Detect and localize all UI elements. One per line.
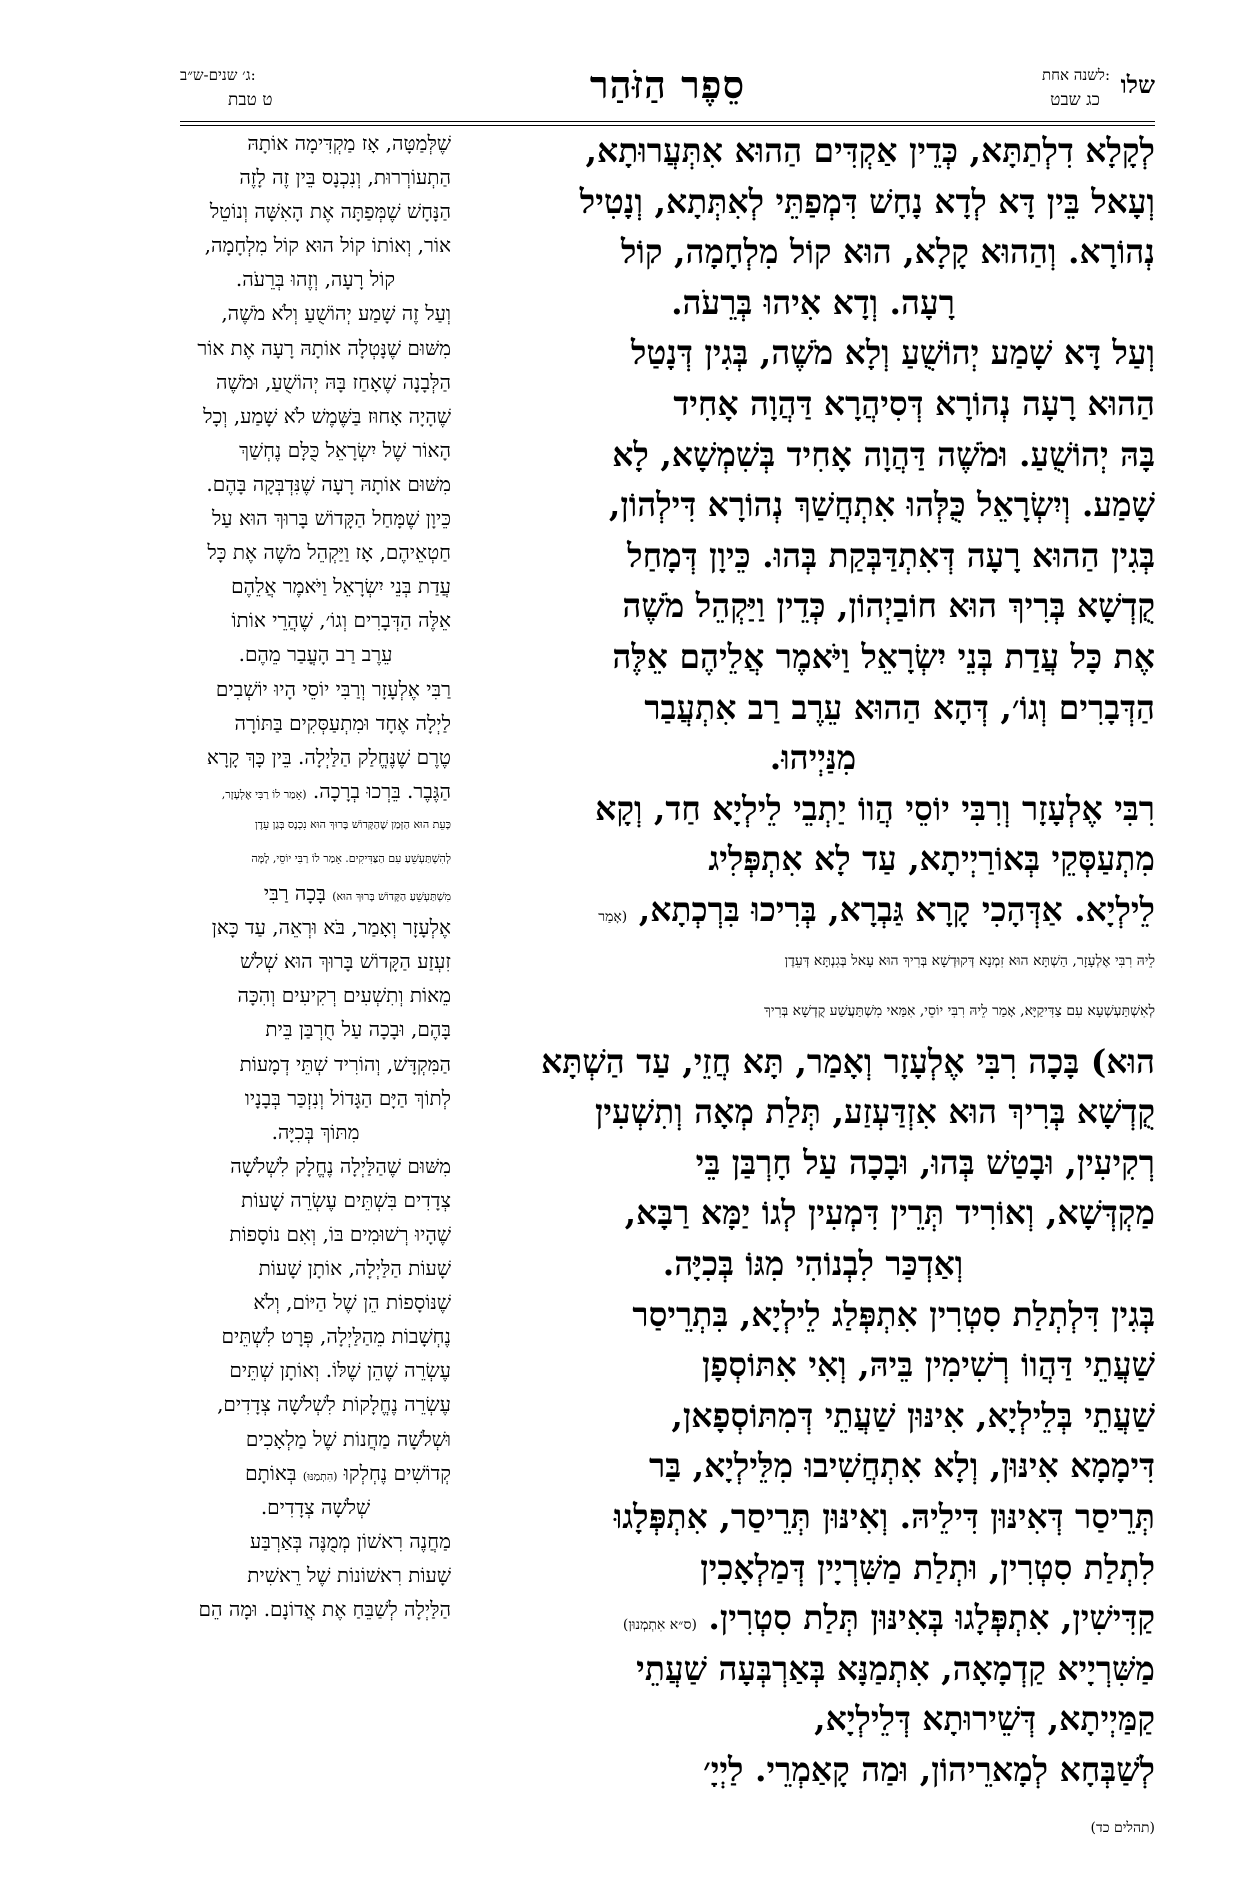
hebrew-line: מִשּׁוּם שֶׁנָּטְלָה אוֹתָהּ רָעָה אֶת אוֹר	[197, 335, 451, 360]
aramaic-line: רִבִּי אֶלְעָזָר וְרִבִּי יוֹסֵי הֲווֹ יַתְבֵי לֵילְיָא חַד, וְקָא	[595, 788, 1155, 828]
hebrew-line: טֶרֶם שֶׁנֶּחֱלַק הַלַּיְלָה. בֵּין כָּךְ קָרָא	[206, 744, 451, 769]
hebrew-line: שֶׁנּוֹסָפוֹת הֵן שֶׁל הַיּוֹם, וְלֹא	[253, 1290, 451, 1315]
aramaic-line: לִתְלַת סִטְרִין, וּתְלַת מַשִּׁרְיָין דְּמַלְאָכִין	[700, 1547, 1155, 1587]
aramaic-line: קַמַּיְיתָא, דְּשֵׁירוּתָא דְּלֵילְיָא,	[814, 1699, 1155, 1739]
hebrew-text: בְּאוֹתָם	[245, 1460, 297, 1485]
hebrew-line: אוֹר, וְאוֹתוֹ קוֹל הוּא קוֹל מִלְחָמָה,	[204, 233, 451, 258]
hebrew-line: שְׁלֹשָׁה צְדָדִים.	[260, 1494, 371, 1519]
alt-schedule-date: ט טבת	[228, 90, 273, 110]
aramaic-line: לְקָלָא דִלְתַתָּא, כְּדֵין אַקְדִּים הַהוּא אִתְּעֲרוּתָא,	[585, 131, 1155, 170]
hebrew-line: הָאוֹר שֶׁל יִשְׂרָאֵל כֻּלָּם נֶחְשַׁךְ	[239, 437, 451, 462]
hebrew-line: מִשּׁוּם שֶׁהַלַּיְלָה נֶחֱלָק לִשְׁלֹשָׁה	[230, 1153, 451, 1178]
aramaic-line: תְּרֵיסַר דְּאִינּוּן דִּילֵיהּ. וְאִינּוּן תְּרֵיסַר, אִתְפְּלָגוּ	[613, 1497, 1155, 1537]
hebrew-line: וְעַל זֶה שָׁמַע יְהוֹשֻׁעַ וְלֹא מֹשֶׁה,	[221, 301, 451, 326]
aramaic-line: בְּגִין דִּלְתְלַת סִטְרִין אִתְפְּלַג לֵילְיָא, בִּתְרֵיסַר	[632, 1294, 1155, 1334]
aramaic-line: מִתְעַסְּקֵי בְּאוֹרַיְיתָא, עַד לָא אִתְפְּלִיג	[708, 839, 1155, 879]
aramaic-line: שָׁמַע. וְיִשְׂרָאֵל כֻּלְּהוּ אִתְחֲשַׁךְ נְהוֹרָא דִּילְהוֹן,	[608, 485, 1155, 525]
hebrew-line: שֶׁהָיָה אָחוּז בַּשֶּׁמֶשׁ לֹא שָׁמַע, וְכָל	[203, 403, 451, 428]
hebrew-line: זִעְזַע הַקָּדוֹשׁ בָּרוּךְ הוּא שְׁלֹשׁ	[239, 949, 451, 974]
aramaic-line: לְשַׁבְּחָא לְמָארֵיהוֹן, וּמַה קָאַמְרֵי. לַיְיָ׳	[703, 1750, 1155, 1789]
hebrew-note-line: כָּעֵת הוּא הַזְּמַן שֶׁהַקָּדוֹשׁ בָּרוּךְ הוּא נִכְנָס בְּגַן עֵדֶן	[254, 817, 451, 831]
hebrew-line: מַחֲנֶה רִאשׁוֹן מְמֻנֶּה בְּאַרְבַּע	[249, 1528, 451, 1553]
aramaic-text: לֵילְיָא. אַדְּהָכִי קָרָא גַּבְרָא, בְּרִיכוּ בִּרְכְתָא,	[638, 889, 1155, 929]
bracket-note: (הִתְמַנּוּ)	[302, 1469, 338, 1483]
hebrew-line: עֵרֶב רַב הָעֳבַר מֵהֶם.	[238, 642, 393, 667]
hebrew-line: אֵלֶּה הַדְּבָרִים וְגוֹ׳, שֶׁהֲרֵי אוֹתוֹ	[231, 608, 451, 633]
aramaic-line: וְעַל דָּא שָׁמַע יְהוֹשֻׁעַ וְלָא מֹשֶׁה, בְּגִין דְּנָטַל	[630, 333, 1155, 373]
hebrew-text: קְדוֹשִׁים נֶחְלְקוּ	[343, 1460, 451, 1485]
hebrew-line: שֶׁהָיוּ רְשׁוּמִים בּוֹ, וְאִם נוֹסָפוֹת	[229, 1222, 451, 1246]
study-schedule-label: לשנה אחת:	[1042, 66, 1110, 84]
study-schedule-date: כג שבט	[1050, 90, 1100, 110]
hebrew-line: קוֹל רָעָה, וְזֶהוּ בְּרֵעֹה.	[235, 267, 396, 292]
hebrew-line: אֶלְעָזָר וְאָמַר, בֹּא וּרְאֵה, עַד כָּאן	[211, 915, 451, 940]
bracket-note: (ס״א אִתְמְנוּן)	[622, 1617, 697, 1634]
aramaic-line: דִּימָמָא אִינּוּן, וְלָא אִתְחֲשִׁיבוּ מִלֵּילְיָא, בַּר	[648, 1446, 1155, 1486]
hebrew-line: הַלַּיְלָה לְשַׁבֵּחַ אֶת אֲדוֹנָם. וּמָה הֵם	[198, 1597, 451, 1622]
alt-schedule-label: ג׳ שנים-ש״ב:	[180, 66, 256, 84]
hebrew-line: חַטְאֵיהֶם, אָז וַיַּקְהֵל מֹשֶׁה אֶת כָּל	[207, 540, 451, 565]
aramaic-line: וְעָאל בֵּין דָּא לְדָא נָחָשׁ דִּמְפַתֵּי לְאִתְּתָא, וְנָטִיל	[579, 181, 1155, 221]
hebrew-line	[180, 774, 451, 808]
hebrew-line: שֶׁלְּמַטָּה, אָז מַקְדִּימָה אוֹתָהּ	[247, 131, 451, 155]
aramaic-line: רְקִיעִין, וּבָטַשׁ בְּהוּ, וּבָכָה עַל חָרְבַּן בֵּי	[695, 1142, 1155, 1182]
hebrew-line: עֶשְׂרֵה נֶחֱלָקוֹת לִשְׁלֹשָׁה צְדָדִים,	[217, 1392, 451, 1417]
hebrew-text: הַגֶּבֶר. בֵּרְכוּ בְרָכָה.	[312, 778, 451, 803]
aramaic-line: הַדְּבָרִים וְגוֹ׳, דְּהָא הַהוּא עֵרֶב רַב אִתְעֲבַר	[644, 687, 1155, 727]
aramaic-line: נְהוֹרָא. וְהַהוּא קָלָא, הוּא קוֹל מִלְחָמָה, קוֹל	[620, 232, 1155, 272]
hebrew-line	[180, 876, 451, 910]
hebrew-line: כֵּיוָן שֶׁמָּחַל הַקָּדוֹשׁ בָּרוּךְ הוּא עַל	[211, 506, 451, 531]
aramaic-text-column	[471, 126, 1155, 1861]
hebrew-line: הַלְּבָנָה שֶׁאָחַז בָּהּ יְהוֹשֻׁעַ, וּמֹשֶׁה	[216, 369, 451, 394]
hebrew-translation-column	[180, 126, 451, 1861]
hebrew-line: בָּהֶם, וּבָכָה עַל חֻרְבַּן בֵּית	[265, 1017, 451, 1042]
aramaic-line: וְאַדְכַּר לִבְנוֹהִי מִגּוֹ בְּכִיָּה.	[662, 1244, 964, 1284]
aramaic-note-line: לְאִשְׁתַּעְשְׁעָא עִם צַדִּיקַיָּא, אָמַר לֵיהּ רִבִּי יוֹסֵי, אִמַּאי מִשְׁתַּעֲשַׁע קֻדְשָׁא בְּרִיךְ	[764, 1003, 1155, 1020]
aramaic-line: קֻדְשָׁא בְּרִיךְ הוּא חוֹבַיְהוֹן, כְּדֵין וַיַּקְהֵל מֹשֶׁה	[622, 586, 1155, 626]
aramaic-line: רָעָה. וְדָא אִיהוּ בְּרֵעֹה.	[671, 282, 955, 322]
aramaic-line	[471, 1796, 1155, 1847]
hebrew-line: הַמִּקְדָּשׁ, וְהוֹרִיד שְׁתֵּי דְמָעוֹת	[239, 1051, 451, 1076]
hebrew-line: שָׁעוֹת הַלַּיְלָה, אוֹתָן שָׁעוֹת	[258, 1256, 451, 1281]
bracket-note: (תהלים כד)	[1090, 1819, 1155, 1836]
page-header	[180, 62, 1155, 120]
aramaic-line: הוּא) בָּכָה רִבִּי אֶלְעָזָר וְאָמַר, תָּא חֲזֵי, עַד הַשְׁתָּא	[541, 1041, 1155, 1081]
hebrew-line: רַבִּי אֶלְעָזָר וְרַבִּי יוֹסֵי הָיוּ יוֹשְׁבִים	[215, 676, 451, 701]
hebrew-line: מִשּׁוּם אוֹתָהּ רָעָה שֶׁנִּדְבְּקָה בָּהֶם.	[206, 471, 451, 496]
aramaic-line: אֶת כָּל עֲדַת בְּנֵי יִשְׂרָאֵל וַיֹּאמֶר אֲלֵיהֶם אֵלֶּה	[612, 636, 1155, 676]
hebrew-line: עֲדַת בְּנֵי יִשְׂרָאֵל וַיֹּאמֶר אֲלֵהֶם	[231, 574, 451, 599]
hebrew-line: לַיְלָה אֶחָד וּמִתְעַסְּקִים בַּתּוֹרָה	[234, 710, 451, 735]
hebrew-line: הַנָּחָשׁ שֶׁמְּפַתָּה אֶת הָאִשָּׁה וְנוֹטֵל	[209, 199, 451, 224]
hebrew-line: שָׁעוֹת רִאשׁוֹנוֹת שֶׁל רֵאשִׁית	[247, 1562, 451, 1587]
aramaic-line	[471, 885, 1155, 936]
hebrew-line: מִתּוֹךְ בְּכִיָּה.	[271, 1119, 360, 1144]
aramaic-line: שַׁעֲתֵי דַּהֲווֹ רְשִׁימִין בֵּיהּ, וְאִי אִתּוֹסְפָן	[701, 1345, 1155, 1385]
aramaic-line: קֻדְשָׁא בְּרִיךְ הוּא אִזְדַּעְזַע, תְּלַת מְאָה וְתִשְׁעִין	[594, 1092, 1155, 1132]
aramaic-text: קַדִּישִׁין, אִתְפְּלָגוּ בְּאִינּוּן תְּלַת סִטְרִין.	[708, 1598, 1155, 1638]
page-number: שלו	[1120, 70, 1155, 99]
hebrew-line: הַתְעוֹרְרוּת, וְנִכְנָס בֵּין זֶה לָזֶה	[239, 165, 451, 190]
bracket-note: (אָמַר	[598, 908, 628, 925]
bracket-note: (אָמַר לוֹ רַבִּי אֶלְעָזָר,	[221, 787, 307, 801]
aramaic-note-line: לֵיהּ רִבִּי אֶלְעָזָר, הַשְׁתָּא הוּא זִמְנָא דְּקוּדְשָׁא בְּרִיךְ הוּא עָאל בְּגִנְתָּא דְּעֵדֶן	[784, 952, 1155, 969]
book-title: סֵפֶר הַזֹּהַר	[589, 62, 746, 107]
aramaic-line: בְּגִין הַהוּא רָעָה דְּאִתְדַּבְּקַת בְּהוּ. כֵּיוָן דְּמָחַל	[627, 535, 1155, 575]
aramaic-line: בָּהּ יְהוֹשֻׁעַ. וּמֹשֶׁה דַּהֲוָה אָחִיד בְּשִׁמְשָׁא, לָא	[612, 434, 1155, 474]
hebrew-line	[180, 1456, 451, 1490]
hebrew-note-line: לְהִשְׁתַּעְשֵׁעַ עִם הַצַּדִּיקִים. אָמַר לוֹ רַבִּי יוֹסֵי, לָמָּה	[251, 851, 451, 865]
aramaic-line: מִנַּיְיהוּ.	[769, 738, 857, 778]
hebrew-text: בָּכָה רַבִּי	[263, 881, 326, 906]
hebrew-line: לְתוֹךְ הַיָּם הַגָּדוֹל וְנִזְכַּר בְּבָנָיו	[244, 1085, 451, 1110]
header-rule-top	[180, 121, 1155, 122]
bracket-note: מִשְׁתַּעְשֵׁעַ הַקָּדוֹשׁ בָּרוּךְ הוּא)	[332, 890, 451, 904]
aramaic-line: שַׁעֲתֵי בְּלֵילְיָא, אִינּוּן שַׁעֲתֵי דְּמִתּוֹסְפָאן,	[671, 1395, 1155, 1435]
aramaic-line: הַהוּא רָעָה נְהוֹרָא דְּסִיהֲרָא דַּהֲוָה אָחִיד	[673, 383, 1155, 423]
hebrew-line: עֶשְׂרֵה שֶׁהֵן שֶׁלּוֹ. וְאוֹתָן שְׁתֵּים	[229, 1358, 451, 1383]
aramaic-line: מַקְדְּשָׁא, וְאוֹרִיד תְּרֵין דִּמְעִין לְגוֹ יַמָּא רַבָּא,	[624, 1193, 1155, 1233]
hebrew-line: צְדָדִים בִּשְׁתֵּים עֶשְׂרֵה שָׁעוֹת	[241, 1187, 451, 1212]
aramaic-line: מַשִּׁרְיָיא קַדְמָאָה, אִתְמַנָּא בְּאַרְבְּעָה שַׁעֲתֵי	[636, 1648, 1155, 1688]
hebrew-line: נֶחְשָׁבוֹת מֵהַלַּיְלָה, פְּרָט לִשְׁתֵּים	[221, 1324, 451, 1349]
hebrew-line: מֵאוֹת וְתִשְׁעִים רְקִיעִים וְהִכָּה	[237, 983, 451, 1008]
hebrew-line: וּשְׁלֹשָׁה מַחֲנוֹת שֶׁל מַלְאָכִים	[245, 1426, 451, 1451]
aramaic-line	[471, 1593, 1155, 1644]
